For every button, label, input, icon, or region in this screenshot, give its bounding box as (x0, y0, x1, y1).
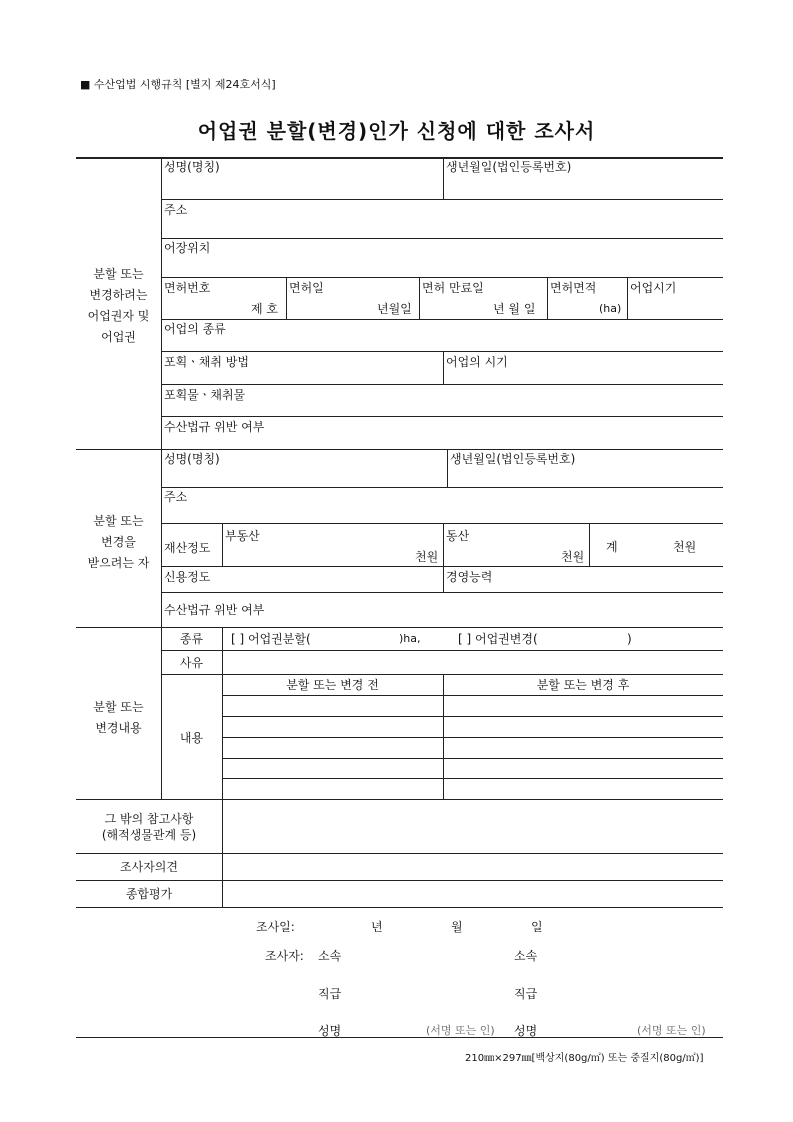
col-line (589, 523, 590, 566)
location-label: 어장위치 (164, 241, 211, 255)
row-line (161, 487, 723, 488)
kind-change-checkbox[interactable]: [ ] 어업권변경( (458, 632, 538, 646)
reference-label-line2: (해적생물관계 등) (101, 828, 197, 842)
row-line (222, 716, 723, 717)
section1-label-line: 어업권 (101, 330, 136, 344)
section3-label (76, 697, 161, 739)
table-bottom-border (76, 907, 723, 908)
footer-line (76, 1037, 723, 1038)
section2-label-line: 변경을 (101, 535, 136, 549)
month-label: 월 (451, 920, 463, 934)
license-no-suffix: 제 호 (251, 302, 278, 316)
sign-placeholder-1[interactable]: (서명 또는 인) (426, 1024, 495, 1037)
kind-split-checkbox[interactable]: [ ] 어업권분할( (231, 632, 311, 646)
section2-label-line: 분할 또는 (93, 514, 144, 528)
col-line (222, 627, 223, 799)
col-line (222, 523, 223, 566)
opinion-label: 조사자의견 (120, 860, 178, 874)
row-line (161, 319, 723, 320)
fishery-season-label: 어업의 시기 (446, 355, 508, 369)
row-line (161, 238, 723, 239)
area-label: 면허면적 (550, 281, 597, 295)
section-line (76, 449, 723, 450)
day-label: 일 (531, 920, 543, 934)
expiry-label: 면허 만료일 (422, 281, 484, 295)
investigator-label: 조사자: (265, 949, 304, 963)
management-label: 경영능력 (446, 570, 493, 584)
content-label: 내용 (179, 731, 204, 745)
reason-label: 사유 (179, 656, 204, 670)
row-line (222, 758, 723, 759)
col-line (627, 277, 628, 319)
col-line (286, 277, 287, 319)
affiliation-label-2: 소속 (514, 949, 538, 963)
row-line (161, 416, 723, 417)
section3-label-line: 분할 또는 (93, 700, 144, 714)
real-estate-label: 부동산 (225, 529, 260, 543)
expiry-suffix: 년 월 일 (493, 302, 536, 316)
col-line (443, 157, 444, 199)
col-line (443, 351, 444, 384)
year-label: 년 (371, 920, 383, 934)
evaluation-label: 종합평가 (125, 887, 173, 901)
catch-label: 포획물ㆍ채취물 (164, 388, 246, 402)
table-top-border (76, 157, 723, 159)
row-line (76, 880, 723, 881)
section1-label-line: 분할 또는 (93, 267, 144, 281)
name-label: 성명(명칭) (164, 160, 220, 174)
real-estate-unit: 천원 (415, 550, 439, 564)
name-label: 성명(명칭) (164, 452, 220, 466)
section-line (76, 627, 723, 628)
section2-label (76, 511, 161, 574)
section-line (76, 799, 723, 800)
row-line (161, 199, 723, 200)
section1-label-line: 변경하려는 (89, 288, 148, 302)
paper-spec: 210㎜×297㎜[백상지(80g/㎡) 또는 중질지(80g/㎡)] (465, 1053, 704, 1064)
address-label: 주소 (164, 203, 188, 217)
license-no-label: 면허번호 (164, 281, 211, 295)
birth-label: 생년월일(법인등록번호) (446, 160, 572, 174)
page-title: 어업권 분할(변경)인가 신청에 대한 조사서 (197, 119, 596, 143)
address-label: 주소 (164, 490, 188, 504)
row-line (76, 853, 723, 854)
label-column-line (161, 627, 162, 799)
property-label: 재산정도 (164, 541, 211, 555)
section1-label-line: 어업권자 및 (87, 309, 150, 323)
row-line (161, 384, 723, 385)
section3-label-line: 변경내용 (95, 721, 142, 735)
row-line (161, 592, 723, 593)
rank-label-2: 직급 (514, 987, 538, 1001)
movable-label: 동산 (446, 529, 470, 543)
birth-label: 생년월일(법인등록번호) (450, 452, 576, 466)
col-line (443, 523, 444, 566)
col-line (443, 674, 444, 799)
row-line (161, 650, 723, 651)
row-line (161, 351, 723, 352)
area-unit: (ha) (599, 302, 622, 315)
before-header: 분할 또는 변경 전 (286, 678, 379, 692)
col-line (419, 277, 420, 319)
total-unit: 천원 (673, 540, 697, 554)
violation-label: 수산법규 위반 여부 (164, 420, 265, 434)
row-line (161, 674, 723, 675)
row-line (222, 695, 723, 696)
form-reference: ■ 수산업법 시행규칙 [별지 제24호서식] (80, 78, 276, 91)
date-label: 조사일: (256, 920, 295, 934)
section2-label-line: 받으려는 자 (87, 556, 150, 570)
row-line (161, 523, 723, 524)
kind-label: 종류 (179, 632, 204, 646)
row-line (161, 566, 723, 567)
col-line (547, 277, 548, 319)
kind-close: ) (627, 632, 632, 646)
rank-label-1: 직급 (318, 987, 342, 1001)
reference-label (76, 811, 222, 843)
season-label: 어업시기 (630, 281, 677, 295)
signer-name-label-2: 성명 (514, 1024, 538, 1038)
credit-label: 신용정도 (164, 570, 211, 584)
kind-ha-unit: )ha, (399, 632, 421, 645)
col-line (447, 449, 448, 487)
method-label: 포획ㆍ채취 방법 (164, 355, 249, 369)
sign-placeholder-2[interactable]: (서명 또는 인) (637, 1024, 706, 1037)
label-column-line (161, 157, 162, 627)
reference-label-line1: 그 밖의 참고사항 (104, 812, 194, 826)
row-line (161, 277, 723, 278)
violation-label: 수산법규 위반 여부 (164, 603, 265, 617)
signer-name-label-1: 성명 (318, 1024, 342, 1038)
total-label: 계 (606, 540, 618, 554)
license-date-suffix: 년월일 (377, 302, 412, 316)
affiliation-label-1: 소속 (318, 949, 342, 963)
col-line (222, 799, 223, 907)
after-header: 분할 또는 변경 후 (536, 678, 630, 692)
movable-unit: 천원 (561, 550, 585, 564)
row-line (222, 778, 723, 779)
section1-label (76, 264, 161, 348)
license-date-label: 면허일 (289, 281, 324, 295)
fishery-type-label: 어업의 종류 (164, 322, 226, 336)
row-line (222, 737, 723, 738)
col-line (443, 566, 444, 592)
